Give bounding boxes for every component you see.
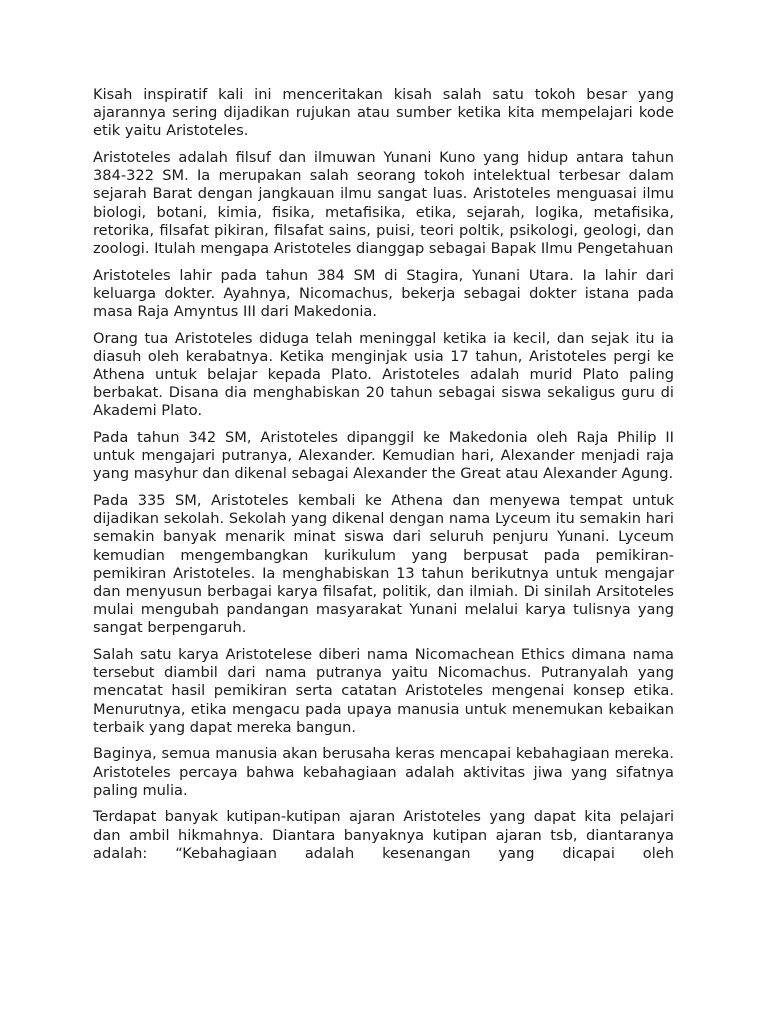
paragraph-ethics: Salah satu karya Aristotelese diberi nama Nicomachean Ethics dimana nama tersebut diambil dari nama putranya yaitu Nicomachus. Putranyalah yang mencatat hasil pemikiran serta catatan Aristoteles mengenai konsep etika. Menurutnya, etika mengacu pada upaya manusia untuk menemukan kebaikan terbaik yang dapat mereka bangun. bbox=[93, 646, 674, 736]
paragraph-biography: Aristoteles adalah filsuf dan ilmuwan Yunani Kuno yang hidup antara tahun 384-322 SM. Ia merupakan salah seorang tokoh intelektual terbesar dalam sejarah Barat dengan jangkauan ilmu sangat luas. Aristoteles menguasai ilmu biologi, botani, kimia, fisika, metafisika, etika, sejarah, logika, metafisika, retorika, filsafat pikiran, filsafat sains, puisi, teori poltik, psikologi, geologi, dan zoologi. Itulah mengapa Aristoteles dianggap sebagai Bapak Ilmu Pengetahuan bbox=[93, 149, 674, 258]
paragraph-birth: Aristoteles lahir pada tahun 384 SM di Stagira, Yunani Utara. Ia lahir dari keluarga dokter. Ayahnya, Nicomachus, bekerja sebagai dokter istana pada masa Raja Amyntus III dari Makedonia. bbox=[93, 266, 674, 321]
paragraph-lyceum: Pada 335 SM, Aristoteles kembali ke Athena dan menyewa tempat untuk dijadikan sekolah. Sekolah yang dikenal dengan nama Lyceum itu semakin hari semakin banyak menarik minat siswa dari seluruh penjuru Yunani. Lyceum kemudian mengembangkan kurikulum yang berpusat pada pemikiran-pemikiran Aristoteles. Ia menghabiskan 13 tahun berikutnya untuk mengajar dan menyusun berbagai karya filsafat, politik, dan ilmiah. Di sinilah Arsitoteles mulai mengubah pandangan masyarakat Yunani melalui karya tulisnya yang sangat berpengaruh. bbox=[93, 492, 674, 637]
paragraph-happiness: Baginya, semua manusia akan berusaha keras mencapai kebahagiaan mereka. Aristoteles percaya bahwa kebahagiaan adalah aktivitas jiwa yang sifatnya paling mulia. bbox=[93, 745, 674, 799]
paragraph-alexander: Pada tahun 342 SM, Aristoteles dipanggil ke Makedonia oleh Raja Philip II untuk mengajari putranya, Alexander. Kemudian hari, Alexander menjadi raja yang masyhur dan dikenal sebagai Alexander the Great atau Alexander Agung. bbox=[93, 429, 674, 483]
paragraph-education: Orang tua Aristoteles diduga telah meninggal ketika ia kecil, dan sejak itu ia diasuh oleh kerabatnya. Ketika menginjak usia 17 tahun, Aristoteles pergi ke Athena untuk belajar kepada Plato. Aristoteles adalah murid Plato paling berbakat. Disana dia menghabiskan 20 tahun sebagai siswa sekaligus guru di Akademi Plato. bbox=[93, 329, 674, 420]
paragraph-quotes: Terdapat banyak kutipan-kutipan ajaran Aristoteles yang dapat kita pelajari dan ambil hikmahnya. Diantara banyaknya kutipan ajaran tsb, diantaranya adalah: “Kebahagiaan adalah kesenangan yang dicapai oleh bbox=[93, 808, 674, 862]
document-page bbox=[93, 86, 674, 871]
paragraph-intro: Kisah inspiratif kali ini menceritakan kisah salah satu tokoh besar yang ajarannya sering dijadikan rujukan atau sumber ketika kita mempelajari kode etik yaitu Aristoteles. bbox=[93, 86, 674, 140]
